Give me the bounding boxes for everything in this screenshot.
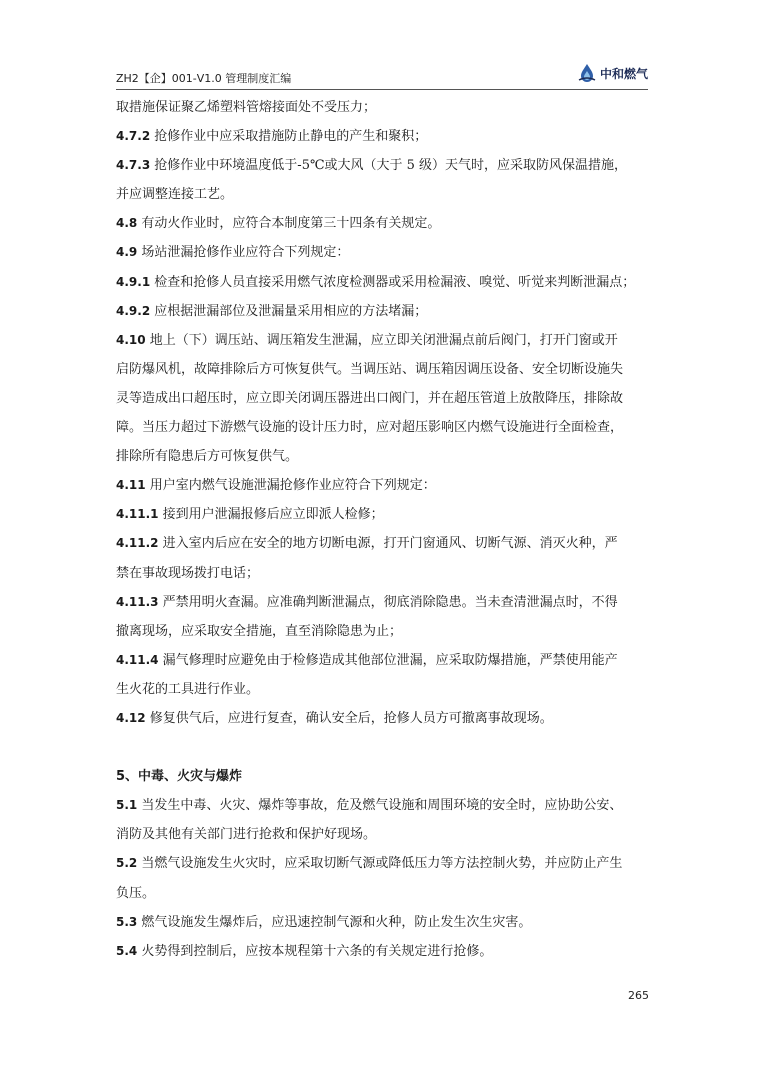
paragraph-line	[116, 879, 648, 908]
clause-text: 灵等造成出口超压时，应立即关闭调压器进出口阀门，并在超压管道上放散降压，排除故	[116, 390, 624, 406]
paragraph-line	[116, 238, 648, 267]
paragraph-line	[116, 500, 648, 529]
paragraph-line	[116, 384, 648, 413]
company-logo	[577, 62, 648, 84]
paragraph-line	[116, 559, 648, 588]
paragraph-line	[116, 937, 648, 966]
clause-text: 生火花的工具进行作业。	[116, 681, 260, 697]
flame-drop-icon	[577, 63, 597, 83]
clause-text: 严禁用明火查漏。应准确判断泄漏点，彻底消除隐患。当未查清泄漏点时，不得	[158, 594, 618, 610]
paragraph-line	[116, 442, 648, 471]
paragraph-line	[116, 820, 648, 849]
paragraph-line	[116, 849, 648, 878]
clause-text: 抢修作业中应采取措施防止静电的产生和聚积；	[150, 129, 428, 145]
clause-text: 有动火作业时，应符合本制度第三十四条有关规定。	[137, 216, 441, 232]
document-body	[116, 93, 648, 966]
clause-text: 撤离现场，应采取安全措施，直至消除隐患为止；	[116, 623, 403, 639]
section-gap	[116, 733, 648, 762]
clause-number: 4.11.1	[116, 507, 159, 522]
clause-number: 4.9.2	[116, 303, 151, 318]
clause-text: 接到用户泄漏报修后应立即派人检修；	[158, 507, 384, 523]
paragraph-line	[116, 646, 648, 675]
clause-text: 启防爆风机，故障排除后方可恢复供气。当调压站、调压箱因调压设备、安全切断设施失	[116, 361, 624, 377]
header-title: ZH2【企】001-V1.0 管理制度汇编	[116, 72, 292, 85]
paragraph-line	[116, 413, 648, 442]
paragraph-line	[116, 151, 648, 180]
clause-text: 禁在事故现场拨打电话；	[116, 565, 260, 581]
clause-number: 4.11.2	[116, 536, 159, 551]
clause-text: 并应调整连接工艺。	[116, 187, 234, 203]
clause-number: 4.7.2	[116, 129, 151, 144]
clause-number: 4.9	[116, 245, 138, 260]
clause-number: 4.8	[116, 216, 138, 231]
paragraph-line	[116, 529, 648, 558]
clause-text: 消防及其他有关部门进行抢救和保护好现场。	[116, 827, 377, 843]
paragraph-line	[116, 209, 648, 238]
clause-number: 5.4	[116, 943, 138, 958]
clause-number: 4.11.4	[116, 652, 159, 667]
clause-text: 障。当压力超过下游燃气设施的设计压力时，应对超压影响区内燃气设施进行全面检查，	[116, 420, 624, 436]
clause-text: 地上（下）调压站、调压箱发生泄漏，应立即关闭泄漏点前后阀门，打开门窗或开	[145, 332, 618, 348]
clause-text: 火势得到控制后，应按本规程第十六条的有关规定进行抢修。	[137, 943, 493, 959]
header-rule	[116, 89, 648, 90]
paragraph-line	[116, 297, 648, 326]
paragraph-line	[116, 588, 648, 617]
paragraph-line	[116, 617, 648, 646]
paragraph-line	[116, 93, 648, 122]
clause-number: 4.9.1	[116, 274, 151, 289]
paragraph-line	[116, 471, 648, 500]
clause-text: 场站泄漏抢修作业应符合下列规定：	[137, 245, 350, 261]
clause-text: 排除所有隐患后方可恢复供气。	[116, 449, 299, 465]
paragraph-line	[116, 355, 648, 384]
logo-text: 中和燃气	[599, 66, 648, 81]
paragraph-line	[116, 908, 648, 937]
clause-text: 负压。	[116, 885, 156, 901]
clause-text: 漏气修理时应避免由于检修造成其他部位泄漏，应采取防爆措施，严禁使用能产	[158, 652, 618, 668]
paragraph-line	[116, 704, 648, 733]
clause-number: 5.1	[116, 798, 138, 813]
clause-text: 当燃气设施发生火灾时，应采取切断气源或降低压力等方法控制火势，并应防止产生	[137, 856, 623, 872]
paragraph-line	[116, 791, 648, 820]
clause-text: 应根据泄漏部位及泄漏量采用相应的方法堵漏；	[150, 303, 428, 319]
page-header	[116, 58, 648, 88]
clause-number: 4.7.3	[116, 158, 151, 173]
paragraph-line	[116, 122, 648, 151]
paragraph-line	[116, 180, 648, 209]
clause-number: 4.11	[116, 478, 146, 493]
clause-text: 修复供气后，应进行复查，确认安全后，抢修人员方可撤离事故现场。	[145, 710, 553, 726]
paragraph-line	[116, 326, 648, 355]
clause-text: 抢修作业中环境温度低于-5℃或大风（大于 5 级）天气时，应采取防风保温措施，	[150, 158, 628, 174]
section-heading: 5、中毒、火灾与爆炸	[116, 769, 243, 785]
clause-text: 用户室内燃气设施泄漏抢修作业应符合下列规定：	[145, 478, 436, 494]
paragraph-line	[116, 268, 648, 297]
clause-text: 燃气设施发生爆炸后，应迅速控制气源和火种，防止发生次生灾害。	[137, 914, 532, 930]
clause-text: 当发生中毒、火灾、爆炸等事故，危及燃气设施和周围环境的安全时，应协助公安、	[137, 798, 623, 814]
clause-number: 4.12	[116, 710, 146, 725]
clause-text: 取措施保证聚乙烯塑料管熔接面处不受压力；	[116, 100, 377, 115]
clause-number: 4.11.3	[116, 594, 159, 609]
clause-number: 5.3	[116, 914, 138, 929]
clause-number: 4.10	[116, 332, 146, 347]
clause-text: 检查和抢修人员直接采用燃气浓度检测器或采用检漏液、嗅觉、听觉来判断泄漏点；	[150, 274, 636, 290]
paragraph-line	[116, 675, 648, 704]
clause-number: 5.2	[116, 856, 138, 871]
page-number: 265	[628, 989, 649, 1002]
clause-text: 进入室内后应在安全的地方切断电源，打开门窗通风、切断气源、消灭火种，严	[158, 536, 618, 552]
